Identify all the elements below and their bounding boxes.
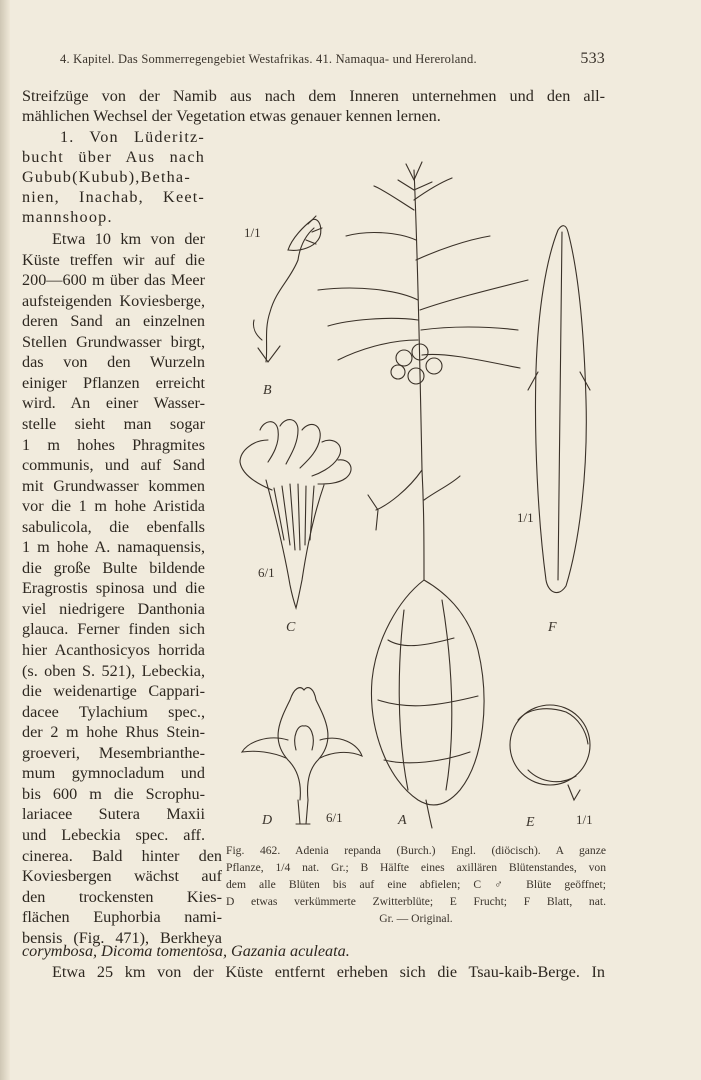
text-line: viel niedrigere Danthonia xyxy=(22,599,205,618)
scale-f: 1/1 xyxy=(517,510,534,525)
text-line: glauca. Ferner finden sich xyxy=(22,620,205,639)
text-line: Stellen Grundwasser birgt, xyxy=(22,332,205,351)
text-line: wird. An einer Wasser- xyxy=(22,394,205,413)
panel-a-drawing xyxy=(318,162,528,828)
text-line: Streifzüge von der Namib aus nach dem Inneren unternehmen und den all- xyxy=(22,87,605,105)
panel-c-drawing xyxy=(240,420,351,608)
panel-f-drawing xyxy=(528,226,590,593)
text-line: Etwa 10 km von der xyxy=(52,230,205,248)
text-line: cinerea. Bald hinter den xyxy=(22,846,222,865)
text-line: dacee Tylachium spec., xyxy=(22,702,205,721)
chapter-label: 4. Kapitel. xyxy=(60,52,115,66)
text-line xyxy=(22,941,605,962)
text-line: sabulicola, die ebenfalls xyxy=(22,517,205,536)
text-line: groeveri, Mesembrianthe- xyxy=(22,743,205,762)
caption-line: Gr. — Original. xyxy=(379,912,453,925)
text-line: mum gymnocladum und xyxy=(22,764,205,783)
scale-d: 6/1 xyxy=(326,810,343,825)
text-line: mählichen Wechsel der Vegetation etwas genauer kennen lernen. xyxy=(22,107,441,125)
text-line: und Lebeckia spec. aff. xyxy=(22,825,205,844)
botanical-illustration xyxy=(228,140,613,840)
text-line: stelle sieht man sogar xyxy=(22,414,205,433)
section-heading-line: mannshoop. xyxy=(22,208,113,226)
text-line: bis 600 m die Scrophu- xyxy=(22,784,205,803)
figure-label-b: B xyxy=(263,383,272,398)
species-names: corymbosa, Dicoma tomentosa, Gazania aculeata. xyxy=(22,942,350,960)
running-head xyxy=(60,52,605,67)
text-line: 1 m hohe A. namaquensis, xyxy=(22,538,205,557)
scale-b: 1/1 xyxy=(244,225,261,240)
text-line: die große Bulte bildende xyxy=(22,558,205,577)
text-line: Küste treffen wir auf die xyxy=(22,250,205,269)
section-title: 41. Namaqua- und Hereroland. xyxy=(316,52,477,66)
text-line: 1 m hohes Phragmites xyxy=(22,435,205,454)
section-heading-line: 1. Von Lüderitz- xyxy=(60,128,205,146)
caption-line: dem alle Blüten bis auf eine abfielen; C ♂ Blüte geöffnet; xyxy=(226,878,606,891)
figure-caption xyxy=(226,842,606,927)
text-line: (s. oben S. 521), Lebeckia, xyxy=(22,661,205,680)
figure-label-c: C xyxy=(286,620,296,635)
text-line: 200—600 m über das Meer xyxy=(22,271,205,290)
scale-c: 6/1 xyxy=(258,565,275,580)
figure-462 xyxy=(228,140,613,840)
book-binding-edge xyxy=(0,0,10,1080)
section-heading-line: bucht über Aus nach xyxy=(22,148,205,166)
text-line: aufsteigenden Koviesberge, xyxy=(22,291,205,310)
figure-label-e: E xyxy=(526,815,535,830)
text-line: Eragrostis spinosa und die xyxy=(22,579,205,598)
section-heading-line: Gubub(Kubub),Betha- xyxy=(22,168,191,186)
figure-label-d: D xyxy=(262,813,273,828)
page-number: 533 xyxy=(580,50,605,67)
text-line: communis, und auf Sand xyxy=(22,456,205,475)
text-line: hier Acanthosicyos horrida xyxy=(22,641,205,659)
text-line: lariacee Sutera Maxii xyxy=(22,805,205,824)
text-line: den trockensten Kies- xyxy=(22,887,222,906)
chapter-title: Das Sommerregengebiet Westafrikas. xyxy=(117,52,313,66)
figure-label-f: F xyxy=(548,620,557,635)
panel-b-drawing xyxy=(253,216,322,362)
text-line: Etwa 25 km von der Küste entfernt erheben sich die Tsau-kaib-Berge. In xyxy=(52,963,605,981)
panel-d-drawing xyxy=(242,688,362,824)
panel-e-drawing xyxy=(510,705,590,800)
text-line: einiger Pflanzen erreicht xyxy=(22,373,205,392)
section-heading-line: nien, Inachab, Keet- xyxy=(22,188,205,206)
text-line: Koviesbergen wächst auf xyxy=(22,867,222,886)
caption-line: D etwas verkümmerte Zwitterblüte; E Frucht; F Blatt, nat. xyxy=(226,895,606,908)
text-line: flächen Euphorbia nami- xyxy=(22,908,222,927)
text-line: bensis (Fig. 471), Berkheya xyxy=(22,928,222,947)
text-line: die weidenartige Cappari- xyxy=(22,682,205,701)
scale-e: 1/1 xyxy=(576,812,593,827)
caption-line: Fig. 462. Adenia repanda (Burch.) Engl. (diöcisch). A ganze xyxy=(226,844,606,857)
text-line: vor die 1 m hohe Aristida xyxy=(22,497,205,516)
text-line: mit Grundwasser kommen xyxy=(22,476,205,495)
text-line: deren Sand an einzelnen xyxy=(22,312,205,331)
text-line: das von den Wurzeln xyxy=(22,353,205,372)
text-line: der 2 m hohe Rhus Stein- xyxy=(22,723,205,742)
caption-line: Pflanze, 1/4 nat. Gr.; B Hälfte eines axillären Blütenstandes, von xyxy=(226,861,606,874)
figure-label-a: A xyxy=(398,813,407,828)
